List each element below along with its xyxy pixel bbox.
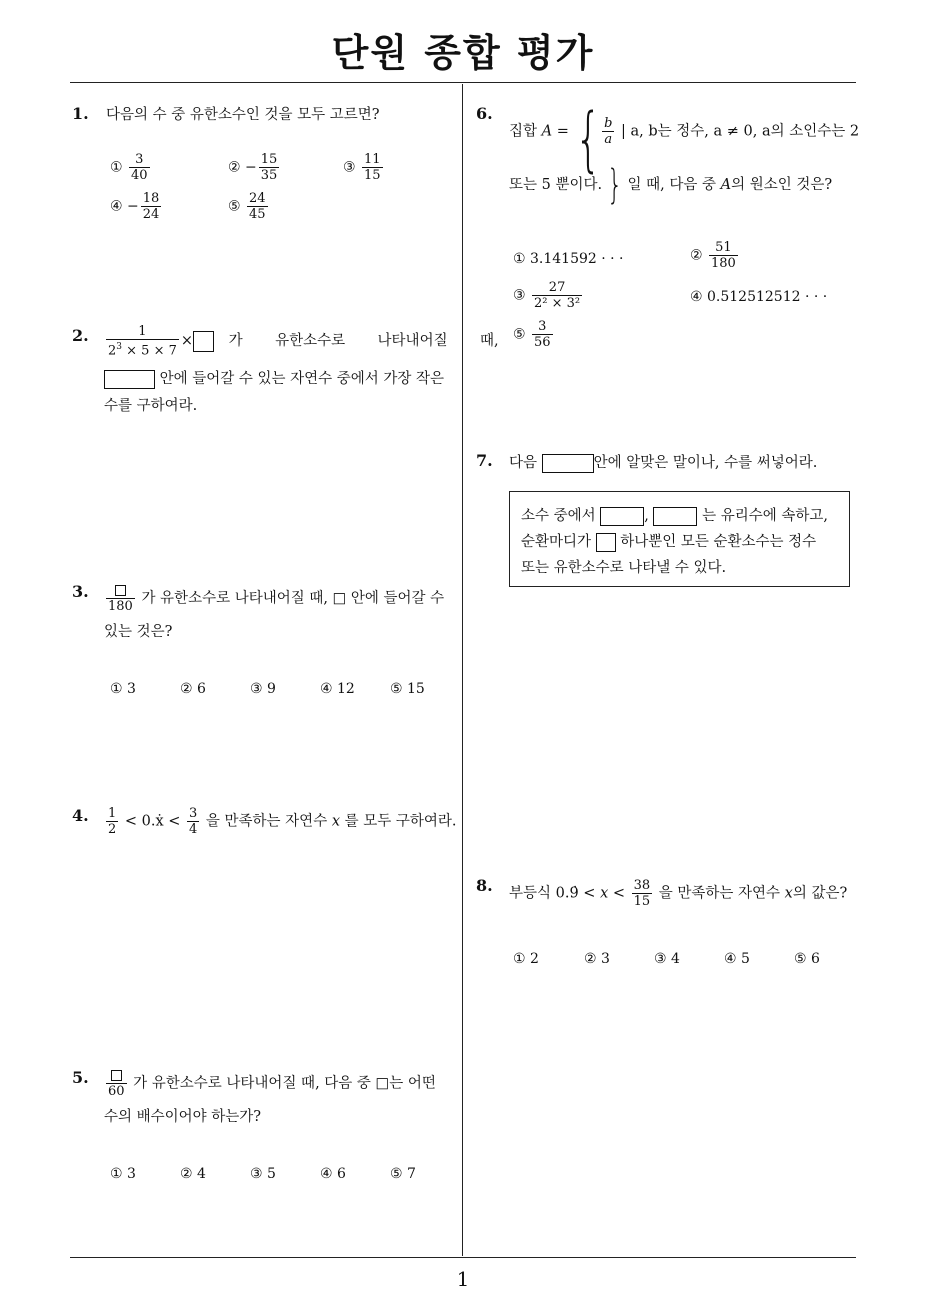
fraction: 180 xyxy=(106,583,135,614)
q3-choice-4[interactable]: ④ 12 xyxy=(320,681,355,697)
fraction: $\frac{3}{56}$ xyxy=(534,319,551,350)
fraction: $\frac{b}{a}$ xyxy=(604,116,613,147)
question-1-text: 다음의 수 중 유한소수인 것을 모두 고르면? xyxy=(106,107,380,123)
close-brace: } xyxy=(607,162,623,208)
fraction: $\frac{24}{45}$ xyxy=(249,191,266,222)
q3-choice-2[interactable]: ② 6 xyxy=(180,681,206,697)
q6-choice-1[interactable]: ① 3.141592 · · · xyxy=(513,251,624,267)
q3-choice-3[interactable]: ③ 9 xyxy=(250,681,276,697)
question-6-line-1: 집합 A = $\frac{b}{a}$ | a, b는 정수, a ≠ 0, a의 소인수는 2 xyxy=(509,116,860,147)
question-4-text: $\frac{1}{2}$ < 0.ẋ < $\frac{3}{4}$ 을 만족하는 자연수 x 를 모두 구하여라. xyxy=(108,806,457,837)
choice-mark: ① xyxy=(110,159,123,176)
choice-mark: ⑤ xyxy=(228,198,241,215)
question-number-2: 2. xyxy=(72,326,89,345)
q5-choice-5[interactable]: ⑤ 7 xyxy=(390,1166,416,1182)
question-8-text: 부등식 0.9̇ < x < $\frac{38}{15}$ 을 만족하는 자연수 x의 값은? xyxy=(509,878,848,909)
fraction: $\frac{38}{15}$ xyxy=(633,878,651,909)
q5-choice-2[interactable]: ② 4 xyxy=(180,1166,206,1182)
fraction: $\frac{18}{24}$ xyxy=(142,191,160,222)
q1-choice-3[interactable] xyxy=(343,152,385,183)
answer-box xyxy=(596,533,616,552)
fill-in-line-1: 소수 중에서 , 는 유리수에 속하고, xyxy=(521,508,828,524)
blank-square xyxy=(115,585,126,596)
fraction: $\frac{27}{\text{2² × 3²}}$ xyxy=(534,280,581,311)
question-5-line-2: 수의 배수이어야 하는가? xyxy=(104,1109,262,1125)
question-5-line-1: 60 가 유한소수로 나타내어질 때, 다음 중 □는 어떤 xyxy=(104,1068,436,1099)
q5-choice-1[interactable]: ① 3 xyxy=(110,1166,136,1182)
choice-mark: ③ xyxy=(343,159,356,176)
question-2-line-2: 안에 들어갈 수 있는 자연수 중에서 가장 작은 xyxy=(104,366,444,392)
fraction: $\frac{1}{2}$ xyxy=(108,806,117,837)
fraction: 60 xyxy=(106,1068,127,1099)
fraction: $\frac{3}{4}$ xyxy=(189,806,198,837)
answer-box xyxy=(653,507,697,526)
question-number-4: 4. xyxy=(72,806,89,825)
bottom-rule xyxy=(70,1257,856,1258)
q1-choice-2[interactable] xyxy=(228,152,281,183)
page-number: 1 xyxy=(456,1267,470,1291)
q8-choice-1[interactable]: ① 2 xyxy=(513,951,539,967)
fraction: $\frac{3}{40}$ xyxy=(131,152,148,183)
open-brace: { xyxy=(574,98,602,180)
minus-sign: − xyxy=(127,198,139,215)
q1-choice-4[interactable] xyxy=(110,191,163,222)
answer-box xyxy=(542,454,594,473)
q1-choice-5[interactable] xyxy=(228,191,270,222)
q6-choice-4[interactable]: ④ 0.512512512 · · · xyxy=(690,289,828,305)
question-3-line-1: 180 가 유한소수로 나타내어질 때, □ 안에 들어갈 수 xyxy=(104,583,444,614)
question-7-text: 다음 안에 알맞은 말이나, 수를 써넣어라. xyxy=(509,455,818,471)
answer-box xyxy=(600,507,644,526)
q5-choice-4[interactable]: ④ 6 xyxy=(320,1166,346,1182)
question-number-1: 1. xyxy=(72,104,89,123)
answer-box xyxy=(193,331,214,352)
q8-choice-5[interactable]: ⑤ 6 xyxy=(794,951,820,967)
page-title: 단원 종합 평가 xyxy=(331,31,595,75)
q5-choice-3[interactable]: ③ 5 xyxy=(250,1166,276,1182)
fill-in-line-3: 또는 유한소수로 나타낼 수 있다. xyxy=(521,560,727,576)
q6-choice-2[interactable]: ② $\frac{51}{180}$ xyxy=(690,240,736,271)
question-number-5: 5. xyxy=(72,1068,89,1087)
choice-mark: ④ xyxy=(110,198,123,215)
question-6-line-2: 또는 5 뿐이다. } 일 때, 다음 중 A의 원소인 것은? xyxy=(509,162,833,208)
q6-choice-5[interactable]: ⑤ $\frac{3}{56}$ xyxy=(513,319,551,350)
q8-choice-3[interactable]: ③ 4 xyxy=(654,951,680,967)
blank-square xyxy=(111,1070,122,1081)
fill-in-line-2: 순환마디가 하나뿐인 모든 순환소수는 정수 xyxy=(521,534,817,550)
q3-choice-5[interactable]: ⑤ 15 xyxy=(390,681,425,697)
answer-box xyxy=(104,370,155,389)
question-2-line-3: 수를 구하여라. xyxy=(104,398,198,414)
fraction: $\frac{11}{15}$ xyxy=(364,152,381,183)
question-number-3: 3. xyxy=(72,582,89,601)
fraction: $\frac{15}{35}$ xyxy=(260,152,278,183)
q6-choice-3[interactable]: ③ $\frac{27}{\text{2² × 3²}}$ xyxy=(513,280,581,311)
fraction: $\frac{51}{180}$ xyxy=(711,240,736,271)
q3-choice-1[interactable]: ① 3 xyxy=(110,681,136,697)
top-rule xyxy=(70,82,856,83)
question-number-6: 6. xyxy=(476,104,493,123)
column-divider xyxy=(462,84,463,1256)
minus-sign: − xyxy=(245,159,257,176)
fraction: $\frac{1}{2^3 \times 5 \times 7}$ xyxy=(108,324,177,359)
choice-mark: ② xyxy=(228,159,241,176)
question-3-line-2: 있는 것은? xyxy=(104,624,173,640)
q8-choice-4[interactable]: ④ 5 xyxy=(724,951,750,967)
question-number-8: 8. xyxy=(476,876,493,895)
question-2-line-1: $\frac{1}{2^3 \times 5 \times 7}$ × 가 유한소수로 나타내어질 때, xyxy=(108,324,499,359)
q1-choice-1[interactable] xyxy=(110,152,152,183)
q8-choice-2[interactable]: ② 3 xyxy=(584,951,610,967)
question-number-7: 7. xyxy=(476,451,493,470)
